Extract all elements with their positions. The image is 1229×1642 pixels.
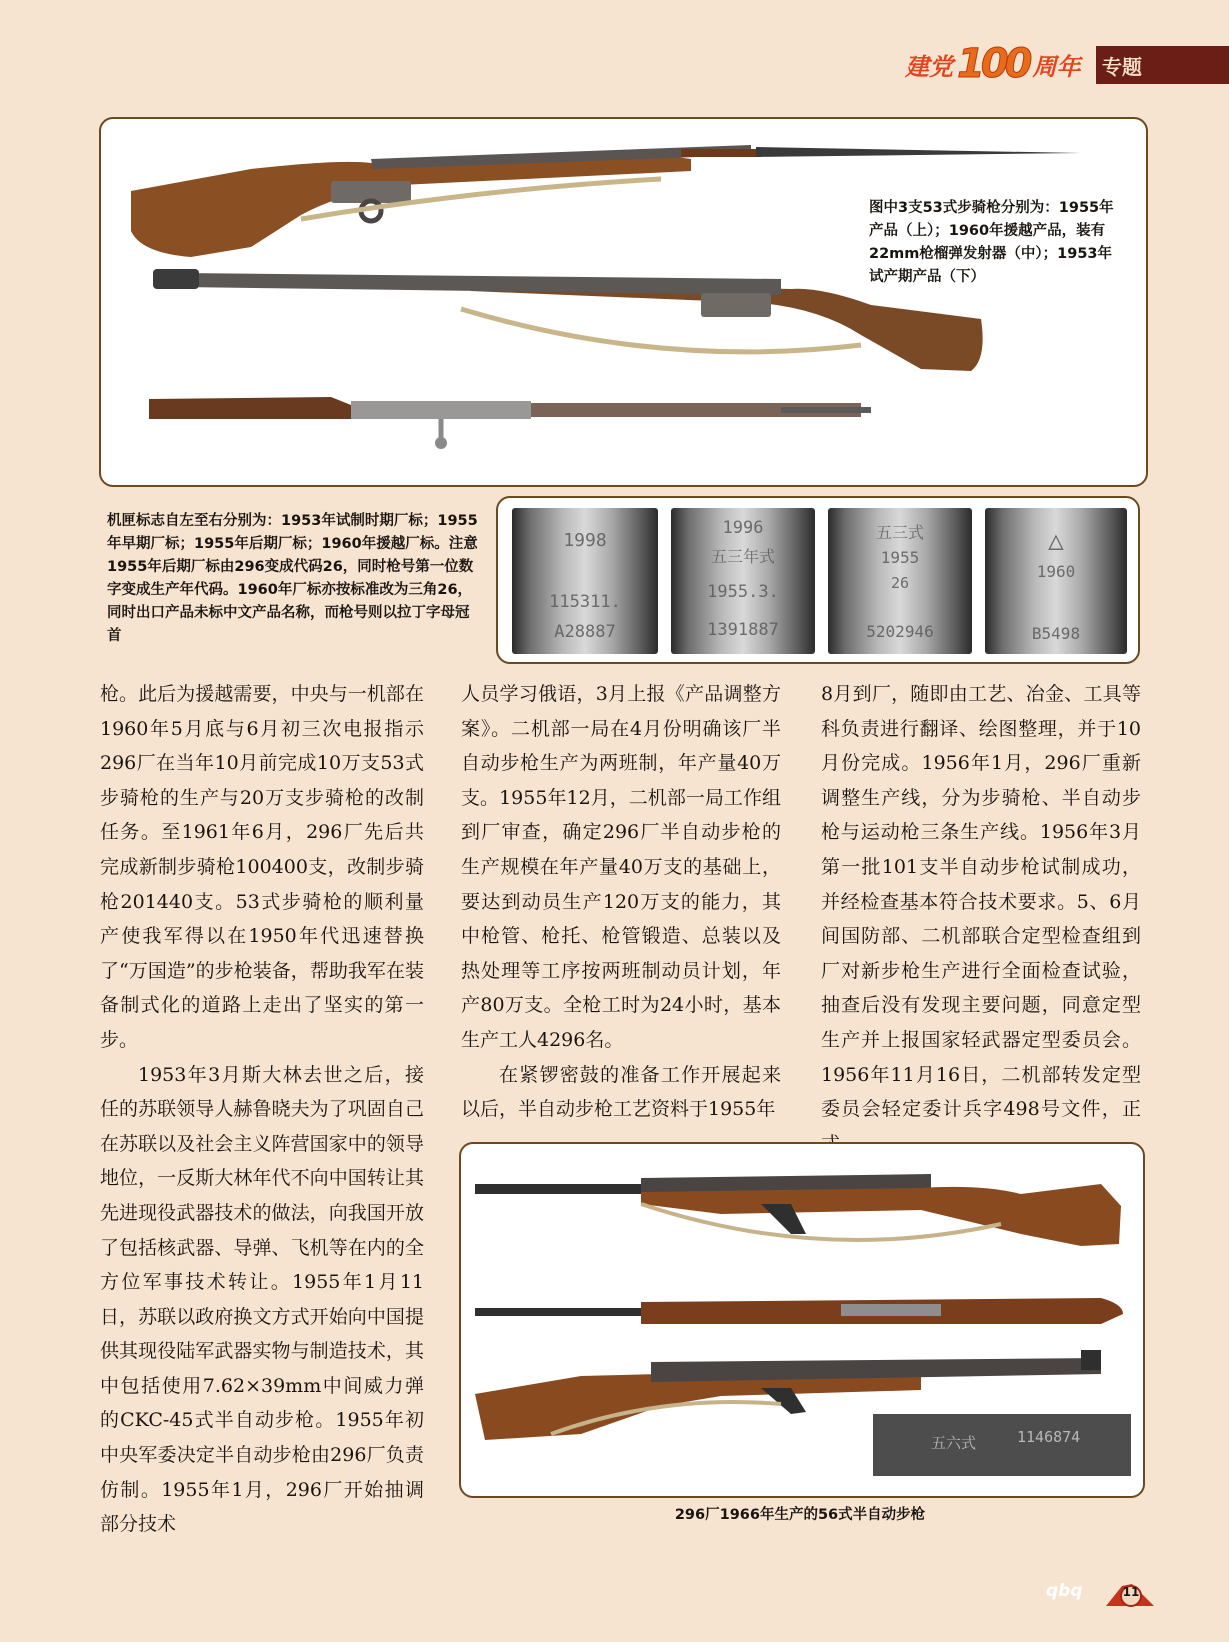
receiver-stamp-1953: 1998 115311. A28887 bbox=[512, 508, 658, 654]
title-suffix: 周年 bbox=[1032, 52, 1081, 81]
page-number: 11 bbox=[1122, 1585, 1140, 1599]
inset-stamp-mark: 五六式 bbox=[931, 1434, 977, 1452]
receiver-stamp-1955-early: 1996 五三年式 1955.3. 1391887 bbox=[671, 508, 815, 654]
footer-logo-text: qbq bbox=[1046, 1581, 1083, 1601]
rifle-1960-illustration bbox=[153, 269, 983, 371]
rifle-1953-illustration bbox=[149, 397, 871, 449]
receiver-stamp-1955-late: 五三式 1955 26 5202946 bbox=[828, 508, 972, 654]
body-column-2 bbox=[461, 677, 781, 1127]
rifle-photos-top bbox=[101, 119, 1146, 485]
bottom-figure-caption: 296厂1966年生产的56式半自动步枪 bbox=[674, 1507, 926, 1523]
body-column-1 bbox=[100, 677, 424, 1542]
stamps-figure-caption: 机匣标志自左至右分别为：1953年试制时期厂标；1955年早期厂标；1955年后期厂标；1960年援越厂标。注意1955年后期厂标由296变成代码26，同时枪号第一位数字变成生产年代码。1960年厂标亦按标准改为三角26，同时出口产品未标中文产品名称，而枪号则以拉丁字母冠首 bbox=[107, 513, 478, 644]
body-column-3 bbox=[821, 677, 1141, 1161]
top-rifle-figure bbox=[99, 117, 1148, 487]
body-paragraph: 枪。此后为援越需要，中央与一机部在1960年5月底与6月初三次电报指示296厂在当年10月前完成10万支53式步骑枪的生产与20万支步骑枪的改制任务。至1961年6月，296厂先后共完成新制步骑枪100400支，改制步骑枪201440支。53式步骑枪的顺利量产使我军得以在1950年代迅速替换了“万国造”的步枪装备，帮助我军在装备制式化的道路上走出了坚实的第一步。 bbox=[100, 683, 424, 1051]
inset-stamp-serial: 1146874 bbox=[1017, 1428, 1081, 1446]
body-paragraph: 1953年3月斯大林去世之后，接任的苏联领导人赫鲁晓夫为了巩固自己在苏联以及社会主义阵营国家中的领导地位，一反斯大林年代不向中国转让其先进现役武器技术的做法，向我国开放了包括核武器、导弹、飞机等在内的全方位军事技术转让。1955年1月11日，苏联以政府换文方式开始向中国提供其现役陆军武器实物与制造技术，其中包括使用7.62×39mm中间威力弹的CKC-45式半自动步枪。1955年初中央军委决定半自动步枪由296厂负责仿制。1955年1月，296厂开始抽调部分技术 bbox=[100, 1063, 424, 1536]
body-paragraph: 在紧锣密鼓的准备工作开展起来以后，半自动步枪工艺资料于1955年 bbox=[461, 1063, 781, 1121]
title-prefix: 建党 bbox=[905, 52, 953, 81]
receiver-stamp-1960: △ 1960 B5498 bbox=[985, 508, 1127, 654]
top-figure-caption: 图中3支53式步骑枪分别为：1955年产品（上）；1960年援越产品，装有22mm枪榴弹发射器（中）；1953年试产期产品（下） bbox=[869, 200, 1114, 285]
anniversary-title bbox=[905, 41, 1081, 87]
body-paragraph: 8月到厂，随即由工艺、冶金、工具等科负责进行翻译、绘图整理，并于10月份完成。1956年1月，296厂重新调整生产线，分为步骑枪、半自动步枪与运动枪三条生产线。1956年3月第一批101支半自动步枪试制成功，并经检查基本符合技术要求。5、6月间国防部、二机部联合定型检查组到厂对新步枪生产进行全面检查试验，抽查后没有发现主要问题，同意定型生产并上报国家轻武器定型委员会。1956年11月16日，二机部转发定型委员会轻定委计兵字498号文件，正 bbox=[821, 683, 1141, 1121]
sks-rifle-1-illustration bbox=[475, 1174, 1121, 1246]
bottom-rifle-figure bbox=[459, 1142, 1145, 1498]
inset-stamp-photo bbox=[873, 1414, 1131, 1476]
section-label: 专题 bbox=[1102, 54, 1142, 79]
sks-rifle-2-illustration bbox=[475, 1298, 1123, 1324]
body-paragraph: 人员学习俄语，3月上报《产品调整方案》。二机部一局在4月份明确该厂半自动步枪生产为两班制，年产量40万支。1955年12月，二机部一局工作组到厂审查，确定296厂半自动步枪的生产规模在年产量40万支的基础上，要达到动员生产120万支的能力，其中枪管、枪托、枪管锻造、总装以及热处理等工序按两班制动员计划，年产80万支。全枪工时为24小时，基本生产工人4296名。 bbox=[461, 683, 781, 1051]
title-number: 100 bbox=[957, 41, 1029, 87]
